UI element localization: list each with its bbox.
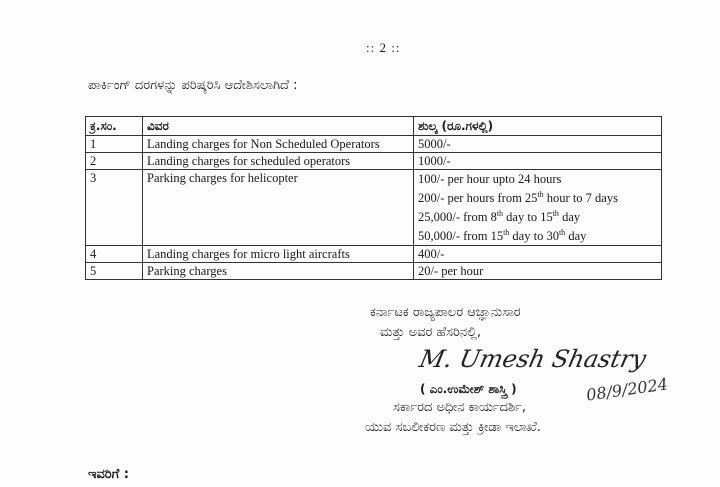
charges-table — [85, 116, 662, 280]
row-fee: 20/- per hour — [414, 263, 662, 280]
signature-date: 08/9/2024 — [585, 374, 669, 405]
recipients-label: ಇವರಿಗೆ : — [88, 467, 129, 482]
row-sl-no: 2 — [86, 153, 143, 170]
fee-line: 200/- per hours from 25th hour to 7 days — [418, 190, 618, 206]
row-description: Parking charges — [143, 263, 414, 280]
row-description: Landing charges for Non Scheduled Operators — [143, 136, 414, 153]
row-description: Parking charges for helicopter — [143, 170, 414, 246]
table-header-row — [86, 117, 662, 136]
header-sl-no: ಕ್ರ.ಸಂ. — [86, 117, 143, 136]
fee-line: 100/- per hour upto 24 hours — [418, 172, 562, 186]
officer-name: ( ಎಂ.ಉಮೇಶ್ ಶಾಸ್ತ್ರಿ ) — [420, 382, 517, 396]
row-description: Landing charges for scheduled operators — [143, 153, 414, 170]
table-row — [86, 136, 662, 153]
row-sl-no: 1 — [86, 136, 143, 153]
row-fee: 1000/- — [414, 153, 662, 170]
table-row — [86, 263, 662, 280]
in-name-line: ಮತ್ತು ಅವರ ಹೆಸರಿನಲ್ಲಿ, — [380, 325, 482, 340]
table-row — [86, 153, 662, 170]
header-description: ವಿವರ — [143, 117, 414, 136]
page-number: :: 2 :: — [366, 40, 401, 55]
intro-text: ಪಾರ್ಕಿಂಗ್ ದರಗಳನ್ನು ಪರಿಷ್ಕರಿಸಿ ಆದೇಶಿಸಲಾಗಿದೆ : — [88, 78, 298, 93]
header-fee: ಶುಲ್ಕ (ರೂ.ಗಳಲ್ಲಿ) — [414, 117, 662, 136]
officer-designation: ಸರ್ಕಾರದ ಅಧೀನ ಕಾರ್ಯದರ್ಶಿ, — [393, 400, 527, 415]
row-fee: 5000/- — [414, 136, 662, 153]
row-sl-no: 4 — [86, 246, 143, 263]
fee-line: 25,000/- from 8th day to 15th day — [418, 209, 581, 225]
department-name: ಯುವ ಸಬಲೀಕರಣ ಮತ್ತು ಕ್ರೀಡಾ ಇಲಾಖೆ. — [365, 420, 541, 435]
handwritten-signature: M. Umesh Shastry — [417, 345, 649, 373]
fee-line: 50,000/- from 15th day to 30th day — [418, 228, 587, 244]
row-description: Landing charges for micro light aircrafts — [143, 246, 414, 263]
row-fee — [414, 170, 662, 246]
table-row — [86, 246, 662, 263]
row-sl-no: 5 — [86, 263, 143, 280]
table-row — [86, 170, 662, 246]
by-order-line: ಕರ್ನಾಟಕ ರಾಜ್ಯಪಾಲರ ಆಜ್ಞಾನುಸಾರ — [370, 305, 521, 320]
row-sl-no: 3 — [86, 170, 143, 246]
row-fee: 400/- — [414, 246, 662, 263]
